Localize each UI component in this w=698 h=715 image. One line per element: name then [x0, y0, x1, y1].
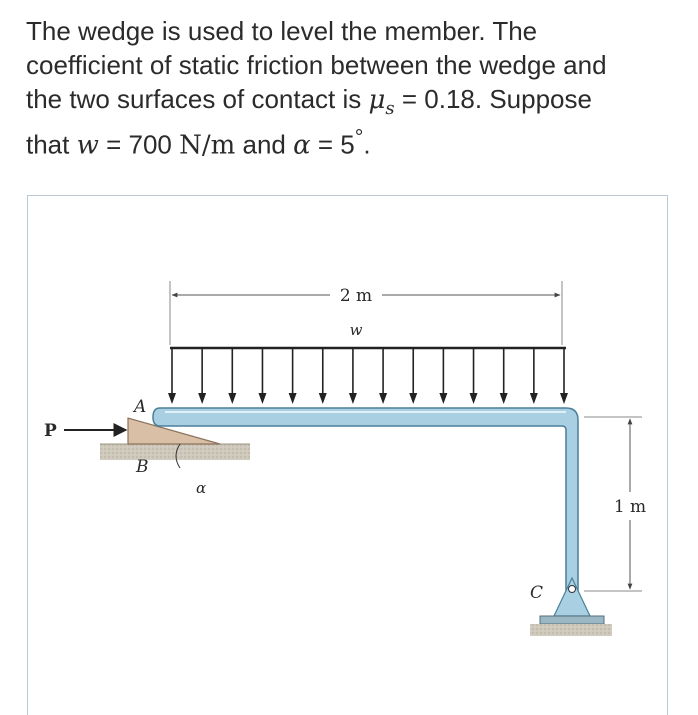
load-arrow-head: [349, 393, 357, 404]
label-c: C: [530, 583, 544, 603]
mu-symbol: μ: [368, 85, 386, 115]
label-a: A: [134, 397, 147, 417]
problem-line-4-text: that: [26, 129, 77, 160]
load-arrow-head: [289, 393, 297, 404]
degree-symbol: °: [354, 124, 364, 149]
label-alpha: α: [196, 479, 207, 497]
beam-member: [153, 408, 578, 592]
load-arrow-head: [168, 393, 176, 404]
load-units: N/m: [179, 130, 236, 161]
load-arrow-head: [439, 393, 447, 404]
load-arrow-head: [258, 393, 266, 404]
friction-value: = 0.18. Suppose: [394, 84, 592, 114]
load-arrow-head: [198, 393, 206, 404]
span-label: 2 m: [339, 286, 373, 306]
load-arrow-head: [228, 393, 236, 404]
distributed-load: [168, 348, 568, 404]
load-arrow-head: [470, 393, 478, 404]
load-arrow-head: [409, 393, 417, 404]
alpha-value: = 5: [310, 129, 355, 160]
problem-line-2: coefficient of static friction between the wedge and: [26, 50, 607, 80]
height-dimension: [584, 417, 646, 591]
problem-line-1: The wedge is used to level the member. The: [26, 16, 538, 46]
and-text: and: [235, 129, 294, 160]
load-arrows: [168, 349, 568, 404]
alpha-symbol: α: [293, 130, 311, 161]
load-arrow-head: [379, 393, 387, 404]
mu-subscript: s: [385, 98, 395, 119]
period: .: [363, 129, 371, 160]
load-arrow-head: [319, 393, 327, 404]
load-arrow-head: [530, 393, 538, 404]
force-p: [44, 421, 126, 441]
load-arrow-head: [560, 393, 568, 404]
label-p: P: [44, 421, 57, 441]
span-dimension: [170, 281, 562, 345]
label-b: B: [136, 457, 149, 477]
load-value: = 700: [98, 129, 180, 160]
height-label: 1 m: [613, 497, 647, 517]
w-symbol: w: [76, 130, 99, 161]
load-label: w: [349, 321, 363, 339]
ground-left: [100, 444, 250, 460]
problem-line-3-text: the two surfaces of contact is: [26, 84, 369, 114]
load-arrow-head: [500, 393, 508, 404]
